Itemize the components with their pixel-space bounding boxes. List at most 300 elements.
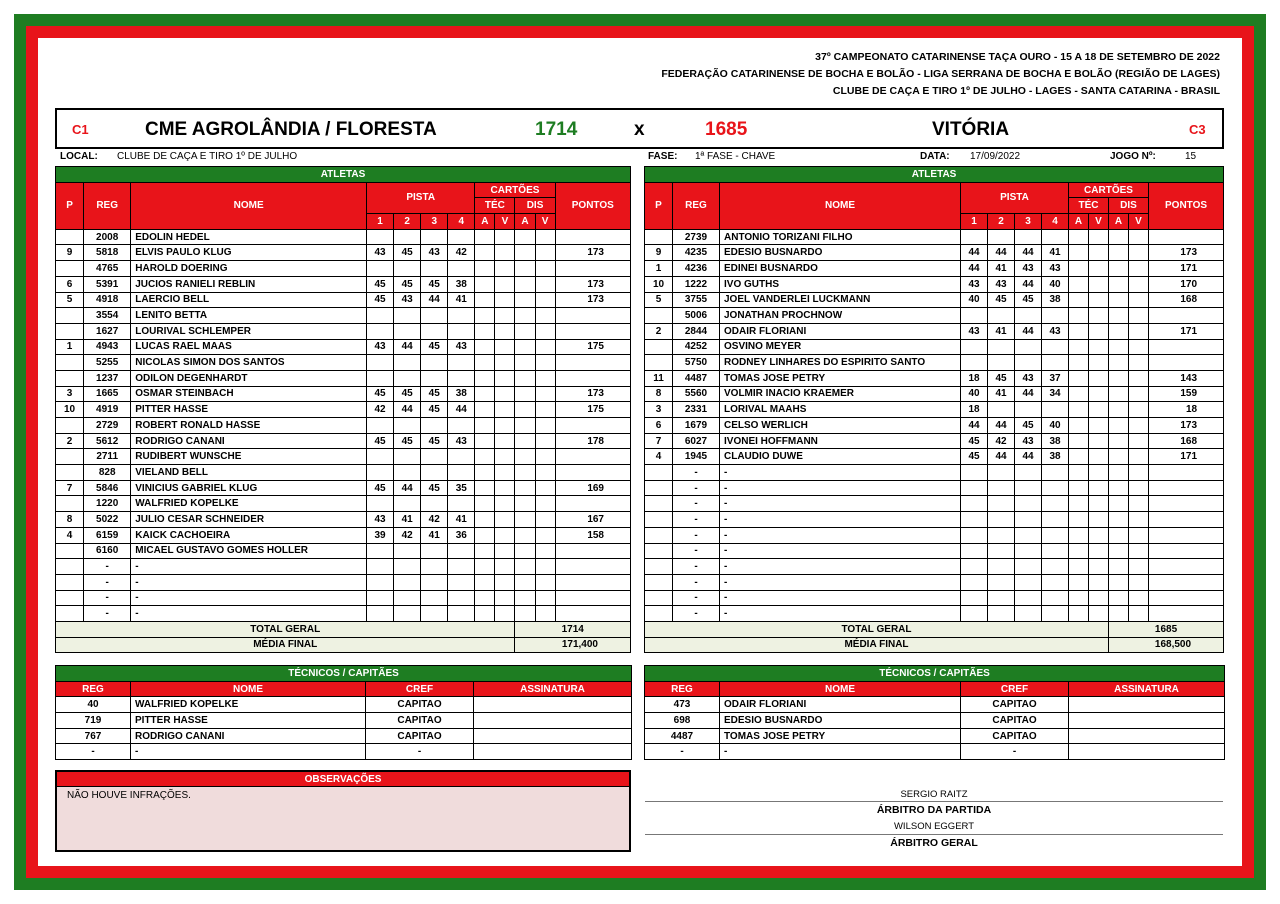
lane-score	[394, 590, 421, 606]
player-reg: -	[673, 590, 720, 606]
player-position: 8	[56, 512, 84, 528]
lane-score: 44	[448, 402, 475, 418]
lane-score	[421, 574, 448, 590]
right-group-code: C3	[1189, 122, 1206, 137]
player-points	[555, 559, 630, 575]
card-cell	[475, 418, 495, 434]
player-points: 18	[1149, 402, 1224, 418]
lane-score: 45	[1015, 292, 1042, 308]
staff-row	[645, 728, 1225, 744]
player-position	[645, 355, 673, 371]
lane-score	[1015, 559, 1042, 575]
card-cell	[1069, 308, 1089, 324]
card-cell	[535, 480, 555, 496]
lane-score	[1042, 339, 1069, 355]
lane-score: 44	[1015, 245, 1042, 261]
card-cell	[515, 590, 535, 606]
lane-score	[1042, 559, 1069, 575]
col-card-v: V	[495, 214, 515, 230]
staff-reg: -	[645, 744, 720, 760]
lane-score: 45	[394, 276, 421, 292]
lane-score: 38	[1042, 292, 1069, 308]
total-geral-label: TOTAL GERAL	[645, 621, 1109, 637]
player-position	[645, 496, 673, 512]
lane-score	[448, 418, 475, 434]
staff-cref: CAPITAO	[366, 697, 474, 713]
player-row	[56, 261, 631, 277]
player-position	[56, 261, 84, 277]
player-position	[645, 512, 673, 528]
player-name: -	[131, 606, 367, 622]
player-points: 168	[1149, 433, 1224, 449]
athletes-header: ATLETAS	[645, 167, 1224, 183]
referee-general-name: WILSON EGGERT	[893, 821, 975, 832]
left-team-score: 1714	[535, 119, 578, 140]
card-cell	[1089, 527, 1109, 543]
staff-signature	[474, 744, 632, 760]
player-position	[645, 339, 673, 355]
card-cell	[475, 590, 495, 606]
player-reg: 4918	[84, 292, 131, 308]
lane-score: 44	[961, 245, 988, 261]
lane-score	[394, 370, 421, 386]
col-reg: REG	[645, 681, 720, 697]
player-name: OSMAR STEINBACH	[131, 386, 367, 402]
observations-text: NÃO HOUVE INFRAÇÕES.	[67, 790, 191, 801]
card-cell	[1109, 512, 1129, 528]
player-name: -	[720, 543, 961, 559]
player-reg: 4943	[84, 339, 131, 355]
player-row	[645, 465, 1224, 481]
lane-score	[988, 480, 1015, 496]
card-cell	[1109, 527, 1129, 543]
staff-signature	[474, 697, 632, 713]
lane-score: 43	[367, 339, 394, 355]
player-points: 167	[555, 512, 630, 528]
player-position	[645, 559, 673, 575]
player-reg: 5006	[673, 308, 720, 324]
lane-score: 38	[448, 386, 475, 402]
player-reg: 1945	[673, 449, 720, 465]
lane-score	[988, 355, 1015, 371]
player-row	[645, 449, 1224, 465]
card-cell	[1089, 465, 1109, 481]
lane-score: 38	[448, 276, 475, 292]
card-cell	[475, 229, 495, 245]
player-reg: -	[84, 590, 131, 606]
player-points	[1149, 543, 1224, 559]
player-reg: 5560	[673, 386, 720, 402]
staff-cref: CAPITAO	[961, 697, 1069, 713]
player-name: VINICIUS GABRIEL KLUG	[131, 480, 367, 496]
lane-score	[961, 527, 988, 543]
player-row	[645, 480, 1224, 496]
staff-cref: CAPITAO	[366, 713, 474, 729]
player-name: EDOLIN HEDEL	[131, 229, 367, 245]
player-reg: 3755	[673, 292, 720, 308]
right-athletes-table	[644, 166, 1224, 653]
player-row	[56, 245, 631, 261]
card-cell	[475, 245, 495, 261]
player-name: OSVINO MEYER	[720, 339, 961, 355]
lane-score	[448, 261, 475, 277]
player-position: 3	[645, 402, 673, 418]
lane-score	[961, 339, 988, 355]
lane-score: 44	[1015, 449, 1042, 465]
col-p: P	[645, 182, 673, 229]
player-row	[56, 292, 631, 308]
card-cell	[1109, 292, 1129, 308]
card-cell	[495, 543, 515, 559]
player-points: 169	[555, 480, 630, 496]
card-cell	[1129, 292, 1149, 308]
player-reg: 2008	[84, 229, 131, 245]
player-reg: -	[673, 559, 720, 575]
player-points: 173	[555, 292, 630, 308]
lane-score	[448, 355, 475, 371]
lane-score: 43	[961, 323, 988, 339]
card-cell	[475, 496, 495, 512]
staff-row	[645, 697, 1225, 713]
player-points	[1149, 339, 1224, 355]
card-cell	[1109, 543, 1129, 559]
card-cell	[1089, 512, 1109, 528]
player-points	[1149, 574, 1224, 590]
card-cell	[475, 574, 495, 590]
player-row	[645, 245, 1224, 261]
lane-score: 43	[988, 276, 1015, 292]
lane-score	[988, 527, 1015, 543]
player-points: 173	[555, 276, 630, 292]
lane-score	[1042, 590, 1069, 606]
lane-score	[394, 229, 421, 245]
card-cell	[535, 433, 555, 449]
card-cell	[1109, 339, 1129, 355]
player-row	[56, 559, 631, 575]
lane-score	[394, 574, 421, 590]
media-final-value: 168,500	[1109, 637, 1224, 653]
card-cell	[495, 261, 515, 277]
lane-score	[1015, 355, 1042, 371]
card-cell	[1109, 355, 1129, 371]
lane-score	[988, 606, 1015, 622]
lane-score: 45	[988, 292, 1015, 308]
player-reg: 1237	[84, 370, 131, 386]
card-cell	[1129, 512, 1149, 528]
lane-score	[421, 449, 448, 465]
player-name: -	[131, 590, 367, 606]
lane-score: 38	[1042, 433, 1069, 449]
staff-signature	[474, 713, 632, 729]
player-position: 10	[56, 402, 84, 418]
card-cell	[495, 606, 515, 622]
player-points	[555, 370, 630, 386]
col-nome: NOME	[720, 182, 961, 229]
player-row	[56, 402, 631, 418]
lane-score	[394, 355, 421, 371]
card-cell	[535, 292, 555, 308]
lane-score: 45	[394, 433, 421, 449]
card-cell	[515, 261, 535, 277]
card-cell	[515, 323, 535, 339]
card-cell	[1089, 261, 1109, 277]
player-points: 170	[1149, 276, 1224, 292]
lane-score: 39	[367, 527, 394, 543]
lane-score: 45	[367, 480, 394, 496]
staff-name: RODRIGO CANANI	[131, 728, 366, 744]
lane-score	[394, 261, 421, 277]
card-cell	[1129, 261, 1149, 277]
lane-score: 45	[421, 276, 448, 292]
athletes-header: ATLETAS	[56, 167, 631, 183]
card-cell	[1069, 229, 1089, 245]
lane-score	[961, 574, 988, 590]
player-position	[645, 590, 673, 606]
data-value: 17/09/2022	[970, 151, 1021, 162]
card-cell	[475, 355, 495, 371]
lane-score: 44	[961, 418, 988, 434]
lane-score	[1042, 229, 1069, 245]
player-row	[645, 559, 1224, 575]
lane-score	[367, 261, 394, 277]
lane-score	[421, 229, 448, 245]
card-cell	[495, 292, 515, 308]
lane-score: 45	[988, 370, 1015, 386]
card-cell	[1069, 480, 1089, 496]
card-cell	[495, 527, 515, 543]
player-row	[56, 229, 631, 245]
player-row	[645, 229, 1224, 245]
lane-score: 43	[448, 433, 475, 449]
total-geral-value: 1685	[1109, 621, 1224, 637]
card-cell	[1069, 433, 1089, 449]
card-cell	[1129, 402, 1149, 418]
card-cell	[1069, 355, 1089, 371]
player-position	[56, 370, 84, 386]
lane-score	[448, 496, 475, 512]
left-athletes-table	[55, 166, 631, 653]
card-cell	[1129, 386, 1149, 402]
lane-score	[1015, 402, 1042, 418]
card-cell	[515, 308, 535, 324]
player-name: -	[720, 606, 961, 622]
lane-score	[448, 370, 475, 386]
lane-score	[1042, 543, 1069, 559]
lane-score: 45	[367, 433, 394, 449]
player-row	[645, 292, 1224, 308]
card-cell	[515, 229, 535, 245]
card-cell	[1089, 559, 1109, 575]
lane-score	[421, 465, 448, 481]
player-reg: 4252	[673, 339, 720, 355]
lane-score: 44	[988, 449, 1015, 465]
lane-score	[448, 308, 475, 324]
card-cell	[475, 402, 495, 418]
card-cell	[515, 574, 535, 590]
staff-name: WALFRIED KOPELKE	[131, 697, 366, 713]
card-cell	[1089, 402, 1109, 418]
player-name: PITTER HASSE	[131, 402, 367, 418]
staff-cref: CAPITAO	[366, 728, 474, 744]
lane-score: 43	[1042, 261, 1069, 277]
card-cell	[1109, 590, 1129, 606]
lane-score	[961, 559, 988, 575]
staff-signature	[1069, 713, 1225, 729]
player-name: -	[131, 574, 367, 590]
player-name: CLAUDIO DUWE	[720, 449, 961, 465]
col-card-v: V	[1089, 214, 1109, 230]
lane-score: 45	[421, 402, 448, 418]
lane-score	[394, 496, 421, 512]
card-cell	[475, 261, 495, 277]
lane-score	[1042, 355, 1069, 371]
left-staff-table	[55, 665, 632, 760]
lane-score	[367, 355, 394, 371]
card-cell	[1069, 292, 1089, 308]
lane-score	[988, 543, 1015, 559]
player-position: 7	[645, 433, 673, 449]
media-final-value: 171,400	[515, 637, 631, 653]
total-geral-value: 1714	[515, 621, 631, 637]
lane-score	[961, 355, 988, 371]
player-points	[1149, 527, 1224, 543]
player-name: WALFRIED KOPELKE	[131, 496, 367, 512]
lane-score	[1015, 574, 1042, 590]
lane-score	[1015, 512, 1042, 528]
player-points	[1149, 590, 1224, 606]
player-row	[645, 370, 1224, 386]
lane-score	[1042, 606, 1069, 622]
player-row	[56, 606, 631, 622]
lane-score: 43	[367, 245, 394, 261]
player-reg: 1220	[84, 496, 131, 512]
card-cell	[1089, 370, 1109, 386]
staff-reg: 719	[56, 713, 131, 729]
card-cell	[1069, 386, 1089, 402]
lane-score	[367, 229, 394, 245]
player-row	[645, 433, 1224, 449]
player-reg: 828	[84, 465, 131, 481]
player-position: 10	[645, 276, 673, 292]
card-cell	[515, 355, 535, 371]
lane-score: 35	[448, 480, 475, 496]
player-name: ANTONIO TORIZANI FILHO	[720, 229, 961, 245]
staff-row	[56, 713, 632, 729]
lane-score	[1015, 527, 1042, 543]
lane-score: 40	[961, 292, 988, 308]
col-lane-4: 4	[448, 214, 475, 230]
card-cell	[1089, 606, 1109, 622]
player-row	[56, 512, 631, 528]
media-final-label: MÉDIA FINAL	[56, 637, 515, 653]
player-row	[56, 527, 631, 543]
lane-score	[421, 323, 448, 339]
player-name: -	[720, 559, 961, 575]
card-cell	[535, 386, 555, 402]
player-position: 5	[56, 292, 84, 308]
player-points: 159	[1149, 386, 1224, 402]
lane-score	[1042, 574, 1069, 590]
header-club: CLUBE DE CAÇA E TIRO 1º DE JULHO - LAGES - SANTA CATARINA - BRASIL	[832, 85, 1220, 97]
col-nome: NOME	[131, 681, 366, 697]
player-points	[555, 543, 630, 559]
card-cell	[495, 370, 515, 386]
lane-score	[988, 339, 1015, 355]
card-cell	[495, 323, 515, 339]
referee-match-name: SERGIO RAITZ	[900, 789, 968, 800]
lane-score	[1042, 496, 1069, 512]
card-cell	[1069, 339, 1089, 355]
player-reg: -	[673, 465, 720, 481]
player-row	[645, 512, 1224, 528]
staff-name: -	[720, 744, 961, 760]
card-cell	[495, 245, 515, 261]
card-cell	[1069, 449, 1089, 465]
lane-score	[1015, 308, 1042, 324]
card-cell	[1129, 590, 1149, 606]
player-row	[645, 323, 1224, 339]
lane-score	[1042, 402, 1069, 418]
lane-score: 44	[394, 480, 421, 496]
col-card-a: A	[475, 214, 495, 230]
player-reg: 2739	[673, 229, 720, 245]
player-reg: 4487	[673, 370, 720, 386]
referee-match-label: ÁRBITRO DA PARTIDA	[876, 804, 992, 816]
lane-score	[421, 606, 448, 622]
player-name: VIELAND BELL	[131, 465, 367, 481]
player-points: 175	[555, 339, 630, 355]
col-card-v: V	[535, 214, 555, 230]
lane-score	[988, 574, 1015, 590]
player-reg: 1665	[84, 386, 131, 402]
card-cell	[1129, 606, 1149, 622]
player-reg: 5391	[84, 276, 131, 292]
lane-score	[394, 323, 421, 339]
lane-score	[988, 590, 1015, 606]
player-reg: 1627	[84, 323, 131, 339]
lane-score	[448, 606, 475, 622]
player-reg: -	[673, 606, 720, 622]
lane-score	[1015, 543, 1042, 559]
player-reg: 4919	[84, 402, 131, 418]
lane-score: 45	[421, 386, 448, 402]
lane-score: 45	[367, 292, 394, 308]
lane-score	[988, 308, 1015, 324]
lane-score	[367, 418, 394, 434]
card-cell	[1129, 276, 1149, 292]
card-cell	[515, 606, 535, 622]
player-points	[555, 606, 630, 622]
player-position: 4	[56, 527, 84, 543]
player-row	[56, 433, 631, 449]
card-cell	[1069, 465, 1089, 481]
player-position	[645, 308, 673, 324]
player-position: 9	[56, 245, 84, 261]
lane-score: 45	[421, 433, 448, 449]
lane-score	[1015, 606, 1042, 622]
card-cell	[495, 559, 515, 575]
signature-line	[645, 834, 1223, 835]
col-lane-4: 4	[1042, 214, 1069, 230]
col-card-a: A	[1109, 214, 1129, 230]
lane-score: 43	[421, 245, 448, 261]
lane-score: 45	[367, 386, 394, 402]
card-cell	[1069, 370, 1089, 386]
player-points: 171	[1149, 261, 1224, 277]
card-cell	[1089, 433, 1109, 449]
player-reg: -	[673, 574, 720, 590]
card-cell	[515, 527, 535, 543]
